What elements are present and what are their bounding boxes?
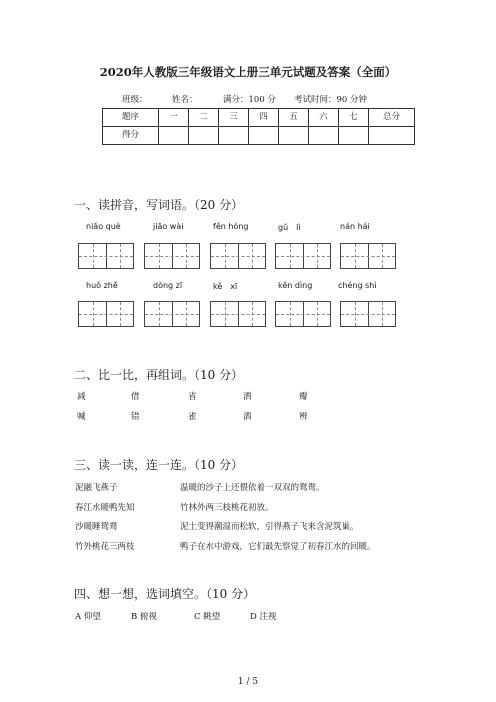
pinyin-label: chéng shì [338, 281, 377, 290]
class-label: 班级： [122, 95, 148, 105]
score-row-label: 得分 [103, 127, 159, 145]
match-left-item[interactable]: 竹外桃花三两枝 [75, 542, 135, 552]
option-d[interactable]: D 注视 [250, 612, 277, 622]
table-header-cell: 二 [189, 109, 219, 127]
table-header-cell: 三 [219, 109, 249, 127]
compare-char: 瓣 [299, 392, 308, 402]
writing-box[interactable] [340, 243, 396, 269]
match-left-item[interactable]: 沙暖睡鸳鸯 [75, 522, 118, 532]
score-cell[interactable] [249, 127, 279, 145]
pinyin-label: niǎo què [86, 222, 121, 231]
option-a[interactable]: A 仰望 [75, 612, 101, 622]
score-cell[interactable] [219, 127, 249, 145]
pinyin-label: nán hái [340, 222, 370, 231]
writing-box[interactable] [78, 243, 134, 269]
name-label: 姓名： [172, 95, 198, 105]
compare-char: 借 [131, 392, 140, 402]
table-header-cell: 四 [249, 109, 279, 127]
writing-box[interactable] [144, 301, 200, 327]
pinyin-label: fěn hóng [213, 222, 249, 231]
table-header-cell: 总分 [369, 109, 415, 127]
compare-char: 辨 [299, 412, 308, 422]
writing-box[interactable] [210, 243, 266, 269]
writing-box[interactable] [275, 243, 331, 269]
score-cell[interactable] [339, 127, 369, 145]
score-cell[interactable] [189, 127, 219, 145]
score-cell[interactable] [369, 127, 415, 145]
table-header-cell: 题序 [103, 109, 159, 127]
match-right-item[interactable]: 泥土变得潮湿而松软，引得燕子飞来含泥筑巢。 [180, 522, 359, 532]
option-b[interactable]: B 俯视 [131, 612, 157, 622]
score-cell[interactable] [279, 127, 309, 145]
match-right-item[interactable]: 鸭子在水中游戏，它们最先察觉了初春江水的回暖。 [180, 542, 376, 552]
compare-char: 洒 [243, 392, 252, 402]
section-4-heading: 四、想一想，选词填空。（10 分） [74, 587, 256, 601]
full-score-label: 满分：100 分 [223, 95, 276, 105]
match-left-item[interactable]: 春江水暖鸭先知 [75, 503, 135, 513]
table-header-cell: 一 [159, 109, 189, 127]
pinyin-label: gǔ lì [278, 223, 301, 232]
compare-char: 错 [131, 412, 140, 422]
match-right-item[interactable]: 竹林外两三枝桃花初放。 [180, 503, 274, 513]
compare-char: 减 [77, 392, 86, 402]
score-table-score-row [103, 127, 415, 145]
score-table-header-row [103, 109, 415, 127]
writing-box[interactable] [210, 301, 266, 327]
table-header-cell: 七 [339, 109, 369, 127]
table-header-cell: 六 [309, 109, 339, 127]
pinyin-label: kě xī [213, 282, 238, 291]
exam-time-label: 考试时间：90 分钟 [294, 95, 368, 105]
section-3-heading: 三、读一读，连一连。（10 分） [74, 458, 244, 472]
compare-char: 省 [188, 392, 197, 402]
score-table [102, 108, 415, 145]
compare-char: 雀 [188, 412, 197, 422]
score-cell[interactable] [309, 127, 339, 145]
pinyin-label: huǒ zhě [86, 281, 118, 290]
writing-box[interactable] [275, 301, 331, 327]
section-1-heading: 一、读拼音，写词语。（20 分） [74, 198, 244, 212]
compare-char: 酒 [243, 412, 252, 422]
match-left-item[interactable]: 泥融飞燕子 [75, 483, 118, 493]
option-c[interactable]: C 眺望 [194, 612, 221, 622]
pinyin-label: dòng zī [153, 281, 183, 290]
table-header-cell: 五 [279, 109, 309, 127]
writing-box[interactable] [340, 301, 396, 327]
writing-box[interactable] [144, 243, 200, 269]
page-number: 1 / 5 [237, 677, 259, 687]
pinyin-label: kěn dìng [278, 281, 313, 290]
score-cell[interactable] [159, 127, 189, 145]
page-title: 2020年人教版三年级语文上册三单元试题及答案（全面） [99, 65, 397, 79]
compare-char: 喊 [77, 412, 86, 422]
match-right-item[interactable]: 温暖的沙子上还偎依着一双双的鸳鸯。 [180, 483, 325, 493]
writing-box[interactable] [78, 301, 134, 327]
pinyin-label: jiāo wài [153, 222, 184, 231]
section-2-heading: 二、比一比，再组词。（10 分） [74, 368, 244, 382]
